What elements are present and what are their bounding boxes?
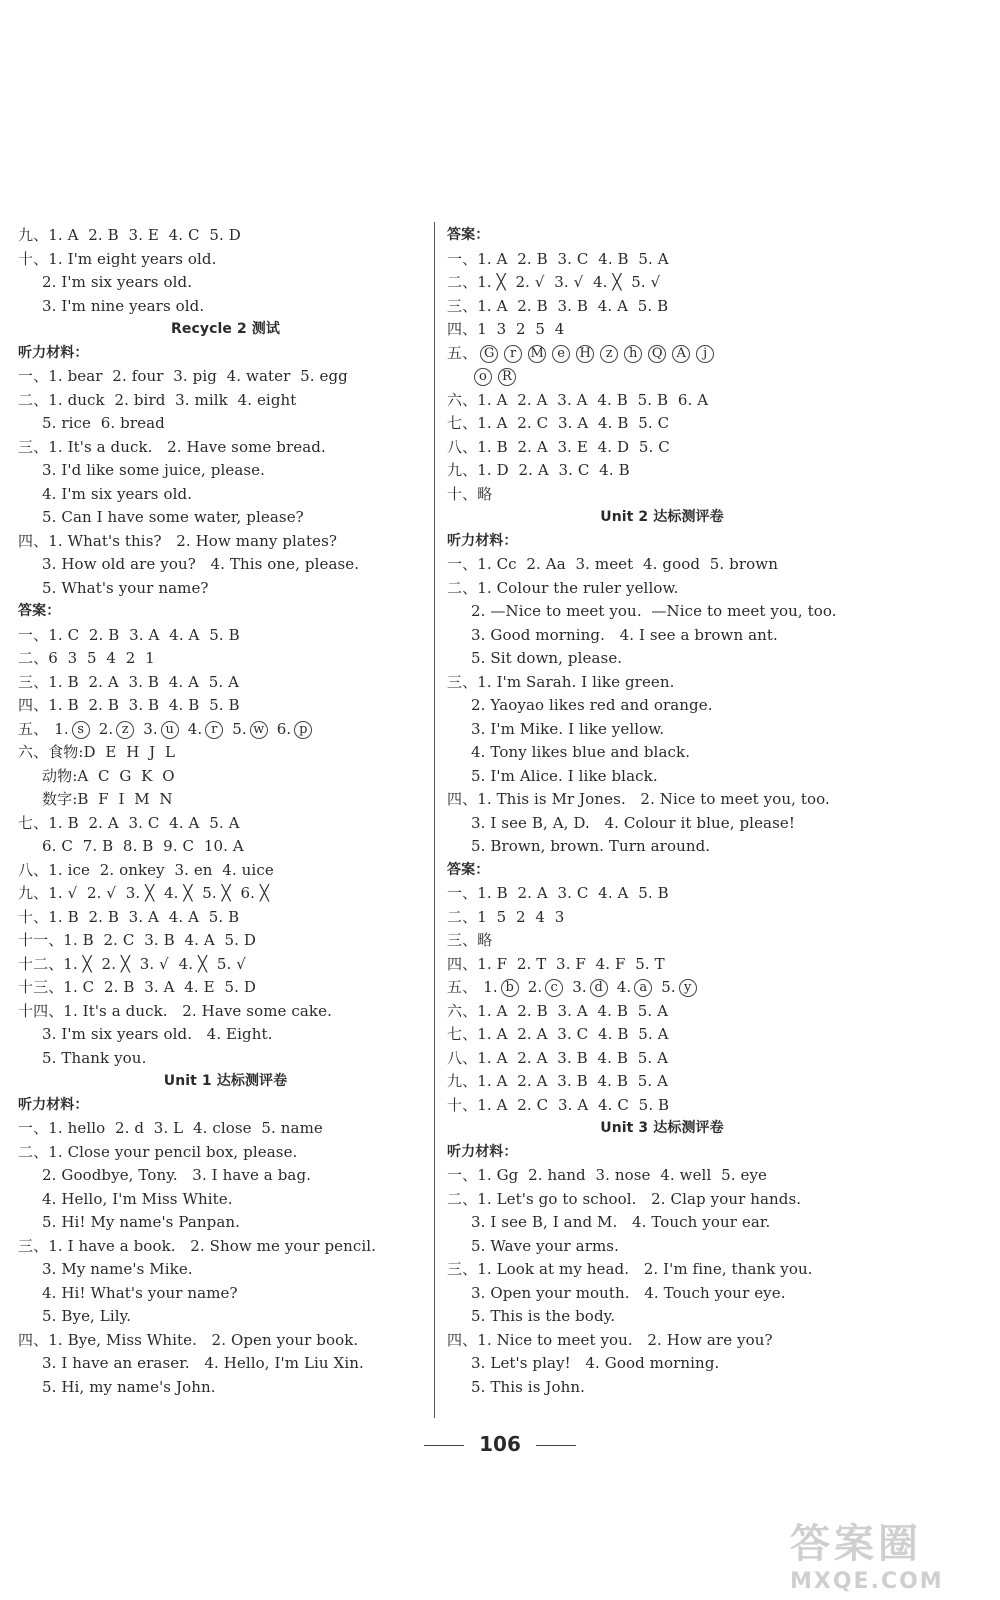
answer-line: 九、1. √ 2. √ 3. ╳ 4. ╳ 5. ╳ 6. ╳: [18, 884, 269, 902]
circled-letter: r: [205, 721, 223, 739]
circled-letter: h: [624, 345, 642, 363]
answer-line: 二、1. ╳ 2. √ 3. √ 4. ╳ 5. √: [447, 273, 661, 291]
circled-letter: o: [474, 368, 492, 386]
left-column: [18, 224, 433, 1399]
circled-letter: G: [480, 345, 498, 363]
item-number: 5.: [232, 719, 247, 738]
circled-answer-line: [447, 342, 877, 366]
answer-line: 四、1. Nice to meet you. 2. How are you?: [447, 1330, 773, 1349]
answer-line: 一、1. B 2. A 3. C 4. A 5. B: [447, 884, 669, 902]
answer-line: 三、1. It's a duck. 2. Have some bread.: [18, 437, 326, 456]
section-title: Recycle 2 测试: [171, 321, 280, 337]
answer-line: 一、1. C 2. B 3. A 4. A 5. B: [18, 625, 240, 644]
item-prefix: 五、: [447, 978, 478, 996]
answer-line: 十、1. B 2. B 3. A 4. A 5. B: [18, 907, 240, 926]
answer-line: 三、1. B 2. A 3. B 4. A 5. A: [18, 672, 240, 691]
answer-line: 二、1 5 2 4 3: [447, 907, 565, 926]
answer-line: 2. Yaoyao likes red and orange.: [471, 696, 713, 714]
section-heading: 听力材料：: [447, 1143, 518, 1160]
answer-line: 二、1. duck 2. bird 3. milk 4. eight: [18, 390, 297, 409]
circled-letter: j: [696, 345, 714, 363]
section-heading: 答案：: [447, 227, 490, 243]
item-number: 2.: [527, 978, 543, 996]
answer-line: 六、1. A 2. B 3. A 4. B 5. A: [447, 1001, 669, 1020]
answer-line: 三、1. Look at my head. 2. I'm fine, thank you.: [447, 1260, 813, 1278]
column-divider: [434, 222, 435, 1418]
answer-line: 四、1. What's this? 2. How many plates?: [18, 531, 338, 550]
section-heading: 听力材料：: [18, 344, 89, 361]
answer-line: 十二、1. ╳ 2. ╳ 3. √ 4. ╳ 5. √: [18, 954, 246, 973]
answer-line: 十三、1. C 2. B 3. A 4. E 5. D: [18, 978, 256, 996]
answer-line: 十、略: [447, 484, 493, 503]
item-number: 4.: [616, 978, 632, 996]
answer-line: 5. Hi, my name's John.: [42, 1377, 216, 1396]
answer-line: 动物:A C G K O: [42, 766, 175, 785]
item-number: 3.: [143, 719, 158, 738]
answer-line: 3. I'd like some juice, please.: [42, 461, 266, 479]
circled-letter: r: [504, 345, 522, 363]
circled-letter: b: [501, 979, 519, 997]
circled-letter: u: [161, 721, 179, 739]
answer-line: 5. Thank you.: [42, 1048, 147, 1067]
circled-answer-line: [447, 365, 877, 389]
answer-line: 3. I'm nine years old.: [42, 296, 205, 315]
answer-line: 2. Goodbye, Tony. 3. I have a bag.: [42, 1166, 312, 1184]
answer-line: 5. Can I have some water, please?: [42, 508, 304, 526]
page-number-area: [0, 1432, 1000, 1456]
answer-line: 3. I'm six years old. 4. Eight.: [42, 1025, 273, 1043]
answer-line: 八、1. ice 2. onkey 3. en 4. uice: [18, 860, 274, 879]
answer-line: 3. I see B, A, D. 4. Colour it blue, please!: [471, 813, 795, 832]
answer-line: 4. Hello, I'm Miss White.: [42, 1189, 233, 1208]
answer-line: 二、1. Close your pencil box, please.: [18, 1142, 298, 1161]
answer-line: 3. Open your mouth. 4. Touch your eye.: [471, 1283, 786, 1302]
page-number-rule-left: [424, 1445, 464, 1446]
item-number: 1.: [54, 719, 69, 738]
answer-line: 六、1. A 2. A 3. A 4. B 5. B 6. A: [447, 390, 709, 409]
answer-line: 三、1. I'm Sarah. I like green.: [447, 672, 675, 691]
answer-line: 二、1. Colour the ruler yellow.: [447, 578, 679, 597]
answer-line: 一、1. hello 2. d 3. L 4. close 5. name: [18, 1119, 323, 1137]
answer-line: 3. I see B, I and M. 4. Touch your ear.: [471, 1213, 771, 1231]
circled-letter: y: [679, 979, 697, 997]
answer-line: 5. Hi! My name's Panpan.: [42, 1213, 241, 1231]
answer-line: 一、1. A 2. B 3. C 4. B 5. A: [447, 249, 669, 268]
circled-letter: R: [498, 368, 516, 386]
answer-line: 3. How old are you? 4. This one, please.: [42, 555, 360, 573]
circled-letter: Q: [648, 345, 666, 363]
item-prefix: 五、: [447, 343, 478, 362]
answer-line: 三、1. A 2. B 3. B 4. A 5. B: [447, 296, 669, 315]
answer-line: 4. Hi! What's your name?: [42, 1283, 238, 1302]
section-title: Unit 2 达标测评卷: [600, 509, 724, 525]
answer-line: 5. Sit down, please.: [471, 649, 623, 667]
answer-line: 4. I'm six years old.: [42, 484, 193, 503]
circled-answer-line: [447, 976, 877, 1000]
answer-line: 4. Tony likes blue and black.: [471, 743, 691, 761]
answer-line: 四、1. B 2. B 3. B 4. B 5. B: [18, 696, 240, 714]
answer-line: 九、1. A 2. A 3. B 4. B 5. A: [447, 1072, 669, 1090]
answer-line: 八、1. B 2. A 3. E 4. D 5. C: [447, 437, 670, 456]
answer-line: 5. Wave your arms.: [471, 1236, 619, 1255]
answer-line: 3. I have an eraser. 4. Hello, I'm Liu Xin.: [42, 1354, 364, 1372]
section-title: Unit 3 达标测评卷: [600, 1120, 724, 1136]
section-heading: 听力材料：: [18, 1096, 89, 1113]
page-number: 106: [479, 1432, 521, 1456]
answer-line: 六、食物:D E H J L: [18, 743, 176, 761]
item-number: 1.: [483, 978, 498, 996]
answer-line: 七、1. A 2. A 3. C 4. B 5. A: [447, 1025, 669, 1043]
page-number-rule-right: [536, 1445, 576, 1446]
answer-line: 5. This is the body.: [471, 1307, 616, 1325]
answer-line: 三、略: [447, 931, 493, 949]
circled-letter: c: [545, 979, 563, 997]
answer-line: 十一、1. B 2. C 3. B 4. A 5. D: [18, 931, 257, 949]
answer-line: 四、1. Bye, Miss White. 2. Open your book.: [18, 1330, 359, 1349]
answer-line: 十、1. I'm eight years old.: [18, 249, 217, 268]
section-heading: 听力材料：: [447, 532, 518, 549]
answer-line: 七、1. B 2. A 3. C 4. A 5. A: [18, 813, 240, 832]
section-heading: 答案：: [18, 603, 61, 619]
watermark-logo: [790, 1512, 980, 1594]
circled-letter: H: [576, 345, 594, 363]
answer-line: 二、6 3 5 4 2 1: [18, 649, 155, 667]
answer-line: 一、1. Cc 2. Aa 3. meet 4. good 5. brown: [447, 555, 778, 573]
answer-line: 2. —Nice to meet you. —Nice to meet you, too.: [471, 602, 837, 620]
right-column: [447, 224, 877, 1399]
circled-letter: e: [552, 345, 570, 363]
answer-line: 八、1. A 2. A 3. B 4. B 5. A: [447, 1048, 669, 1067]
watermark-bottom: MXQE.COM: [790, 1569, 944, 1594]
circled-letter: z: [116, 721, 134, 739]
answer-line: 四、1. F 2. T 3. F 4. F 5. T: [447, 954, 665, 973]
circled-letter: z: [600, 345, 618, 363]
answer-line: 3. My name's Mike.: [42, 1260, 193, 1278]
answer-line: 一、1. Gg 2. hand 3. nose 4. well 5. eye: [447, 1166, 767, 1184]
circled-letter: d: [590, 979, 608, 997]
answer-line: 数字:B F I M N: [42, 790, 173, 808]
circled-letter: M: [528, 345, 546, 363]
answer-line: 九、1. D 2. A 3. C 4. B: [447, 461, 630, 479]
item-number: 2.: [98, 719, 114, 738]
answer-line: 3. Let's play! 4. Good morning.: [471, 1354, 720, 1372]
watermark-top: 答案圈: [790, 1521, 922, 1567]
item-number: 6.: [276, 719, 292, 738]
answer-line: 七、1. A 2. C 3. A 4. B 5. C: [447, 414, 670, 432]
item-number: 5.: [661, 978, 676, 996]
answer-line: 5. Bye, Lily.: [42, 1307, 132, 1325]
answer-line: 十四、1. It's a duck. 2. Have some cake.: [18, 1001, 332, 1020]
answer-line: 5. This is John.: [471, 1377, 586, 1396]
circled-letter: w: [250, 721, 268, 739]
section-heading: 答案：: [447, 861, 490, 878]
circled-answer-line: [18, 718, 433, 742]
answer-line: 三、1. I have a book. 2. Show me your pencil.: [18, 1236, 377, 1255]
answer-line: 5. What's your name?: [42, 578, 209, 597]
circled-letter: a: [634, 979, 652, 997]
answer-line: 3. Good morning. 4. I see a brown ant.: [471, 625, 778, 644]
answer-line: 四、1. This is Mr Jones. 2. Nice to meet you, too.: [447, 790, 830, 808]
circled-letter: p: [294, 721, 312, 739]
item-prefix: 五、: [18, 719, 49, 738]
item-number: 4.: [187, 719, 203, 738]
answer-line: 十、1. A 2. C 3. A 4. C 5. B: [447, 1095, 670, 1114]
answer-line: 2. I'm six years old.: [42, 273, 193, 291]
answer-line: 一、1. bear 2. four 3. pig 4. water 5. egg: [18, 367, 348, 385]
answer-line: 九、1. A 2. B 3. E 4. C 5. D: [18, 226, 241, 244]
item-number: 3.: [572, 978, 587, 996]
answer-line: 四、1 3 2 5 4: [447, 320, 565, 338]
answer-line: 3. I'm Mike. I like yellow.: [471, 719, 665, 738]
answer-line: 二、1. Let's go to school. 2. Clap your hands.: [447, 1189, 802, 1208]
circled-letter: s: [72, 721, 90, 739]
answer-line: 5. Brown, brown. Turn around.: [471, 837, 711, 855]
answer-line: 5. I'm Alice. I like black.: [471, 766, 658, 785]
section-title: Unit 1 达标测评卷: [163, 1073, 288, 1089]
answer-line: 6. C 7. B 8. B 9. C 10. A: [42, 837, 244, 855]
circled-letter: A: [672, 345, 690, 363]
answer-line: 5. rice 6. bread: [42, 414, 165, 432]
